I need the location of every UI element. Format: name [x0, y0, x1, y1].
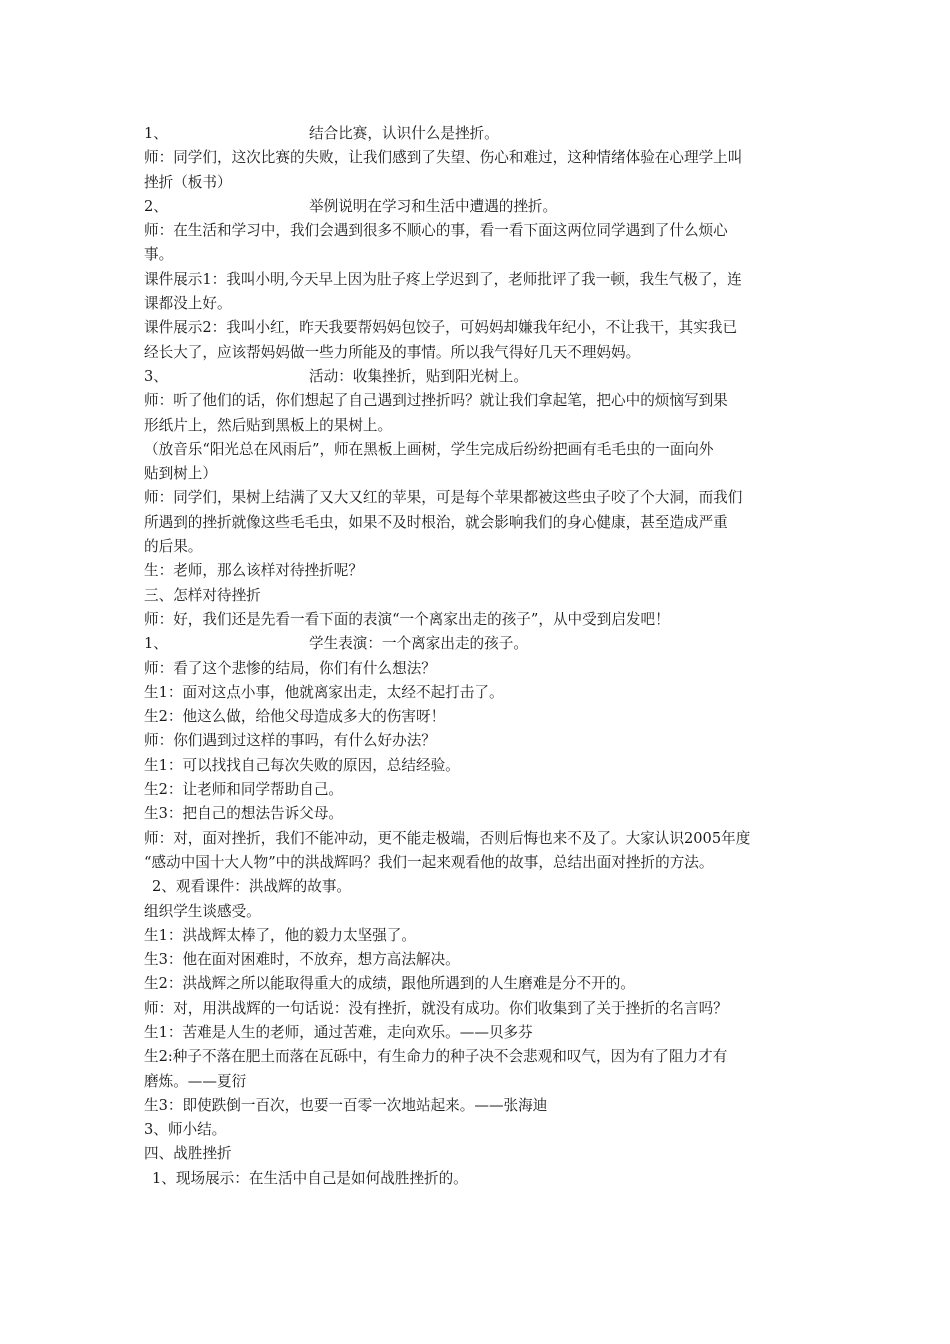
text-line	[144, 171, 816, 195]
text-line	[144, 414, 816, 438]
line-text: 四、战胜挫折	[144, 1145, 232, 1163]
text-line	[144, 900, 816, 924]
line-text: 师：在生活和学习中，我们会遇到很多不顺心的事，看一看下面这两位同学遇到了什么烦心	[144, 222, 728, 240]
line-text: 三、怎样对待挫折	[144, 586, 261, 604]
line-text: 经长大了，应该帮妈妈做一些力所能及的事情。所以我气得好几天不理妈妈。	[144, 343, 641, 361]
line-text: 生：老师，那么该样对待挫折呢？	[144, 562, 363, 580]
text-line	[144, 1045, 816, 1069]
text-line	[144, 1094, 816, 1118]
text-line	[144, 559, 816, 583]
line-text: 师：好，我们还是先看一看下面的表演“一个离家出走的孩子”，从中受到启发吧！	[144, 610, 670, 628]
text-line	[144, 778, 816, 802]
text-line	[144, 365, 816, 389]
text-line	[144, 195, 816, 219]
text-line	[144, 584, 816, 608]
line-text: 组织学生谈感受。	[144, 902, 261, 920]
text-line	[144, 632, 816, 656]
line-text: 贴到树上）	[144, 465, 217, 483]
line-text: 生3：即使跌倒一百次，也要一百零一次地站起来。——张海迪	[144, 1096, 548, 1114]
line-text: 师：听了他们的话，你们想起了自己遇到过挫折吗？就让我们拿起笔，把心中的烦恼写到果	[144, 392, 728, 410]
text-line	[144, 729, 816, 753]
line-text: 师：同学们，果树上结满了又大又红的苹果，可是每个苹果都被这些虫子咬了个大洞，而我们	[144, 489, 743, 507]
text-line	[144, 851, 816, 875]
item-number: 1、	[144, 125, 168, 142]
line-text: 形纸片上，然后贴到黑板上的果树上。	[144, 416, 393, 434]
line-text: 师：你们遇到过这样的事吗，有什么好办法？	[144, 732, 436, 750]
text-line	[144, 219, 816, 243]
item-number: 1、	[144, 635, 168, 653]
text-line	[144, 948, 816, 972]
line-text: 事。	[144, 246, 174, 264]
line-text: 师：同学们，这次比赛的失败，让我们感到了失望、伤心和难过，这种情绪体验在心理学上叫	[144, 149, 743, 167]
text-line	[144, 1070, 816, 1094]
line-text: 生3：把自己的想法告诉父母。	[144, 805, 344, 823]
text-line	[144, 535, 816, 559]
text-line	[144, 754, 816, 778]
line-text: 生1：面对这点小事，他就离家出走，太经不起打击了。	[144, 683, 504, 701]
line-text: 生2:种子不落在肥土而落在瓦砾中，有生命力的种子决不会悲观和叹气，因为有了阻力才有	[144, 1048, 728, 1066]
item-number: 2、	[144, 197, 168, 215]
text-line	[144, 827, 816, 851]
text-line	[144, 1167, 816, 1191]
text-line	[144, 292, 816, 316]
line-text: 生1：苦难是人生的老师，通过苦难，走向欢乐。——贝多芬	[144, 1023, 533, 1041]
text-line	[144, 341, 816, 365]
text-line	[144, 462, 816, 486]
text-line	[144, 1118, 816, 1142]
line-text: 生1：洪战辉太棒了，他的毅力太坚强了。	[144, 926, 416, 944]
text-line	[144, 1142, 816, 1166]
text-line	[144, 924, 816, 948]
line-text: 师：看了这个悲惨的结局，你们有什么想法？	[144, 659, 436, 677]
line-text: 师：对，面对挫折，我们不能冲动，更不能走极端，否则后悔也来不及了。大家认识2005年度	[144, 829, 751, 847]
text-line	[144, 705, 816, 729]
line-text: 课件展示1：我叫小明,今天早上因为肚子疼上学迟到了，老师批评了我一顿，我生气极了，连	[144, 270, 742, 288]
text-line	[144, 657, 816, 681]
text-line	[144, 389, 816, 413]
text-line	[144, 268, 816, 292]
text-line	[144, 681, 816, 705]
text-line	[144, 875, 816, 899]
line-text: 结合比赛，认识什么是挫折。	[309, 125, 499, 142]
line-text: 磨炼。——夏衍	[144, 1072, 247, 1090]
line-text: “感动中国十大人物”中的洪战辉吗？我们一起来观看他的故事，总结出面对挫折的方法。	[144, 853, 714, 871]
line-text: 师：对，用洪战辉的一句话说：没有挫折，就没有成功。你们收集到了关于挫折的名言吗？	[144, 999, 728, 1017]
text-line	[144, 972, 816, 996]
line-text: 课都没上好。	[144, 295, 232, 313]
lesson-plan-body	[144, 122, 816, 1191]
text-line	[144, 243, 816, 267]
text-line	[144, 438, 816, 462]
line-text: 生2：让老师和同学帮助自己。	[144, 781, 344, 799]
line-text: 3、师小结。	[144, 1121, 227, 1139]
text-line	[144, 316, 816, 340]
line-text: 所遇到的挫折就像这些毛毛虫，如果不及时根治，就会影响我们的身心健康，甚至造成严重	[144, 513, 728, 531]
item-number: 3、	[144, 367, 168, 385]
line-text: 生2：他这么做，给他父母造成多大的伤害呀！	[144, 708, 446, 726]
line-text: 活动：收集挫折，贴到阳光树上。	[309, 367, 528, 385]
text-line	[144, 486, 816, 510]
line-text: 课件展示2：我叫小红，昨天我要帮妈妈包饺子，可妈妈却嫌我年纪小，不让我干，其实我已	[144, 319, 738, 337]
line-text: 学生表演：一个离家出走的孩子。	[309, 635, 528, 653]
line-text: 生3：他在面对困难时，不放弃，想方高法解决。	[144, 951, 460, 969]
line-text: （放音乐“阳光总在风雨后”，师在黑板上画树，学生完成后纷纷把画有毛毛虫的一面向外	[144, 440, 714, 458]
line-text: 挫折（板书）	[144, 173, 232, 191]
text-line	[144, 1021, 816, 1045]
line-text: 生2：洪战辉之所以能取得重大的成绩，跟他所遇到的人生磨难是分不开的。	[144, 975, 635, 993]
text-line	[144, 146, 816, 170]
text-line	[144, 511, 816, 535]
line-text: 生1：可以找找自己每次失败的原因，总结经验。	[144, 756, 460, 774]
text-line	[144, 608, 816, 632]
text-line	[144, 802, 816, 826]
line-text: 2、观看课件：洪战辉的故事。	[152, 878, 352, 896]
line-text: 举例说明在学习和生活中遭遇的挫折。	[309, 197, 558, 215]
line-text: 1、现场展示：在生活中自己是如何战胜挫折的。	[152, 1169, 468, 1187]
text-line	[144, 122, 816, 146]
line-text: 的后果。	[144, 538, 203, 556]
text-line	[144, 997, 816, 1021]
